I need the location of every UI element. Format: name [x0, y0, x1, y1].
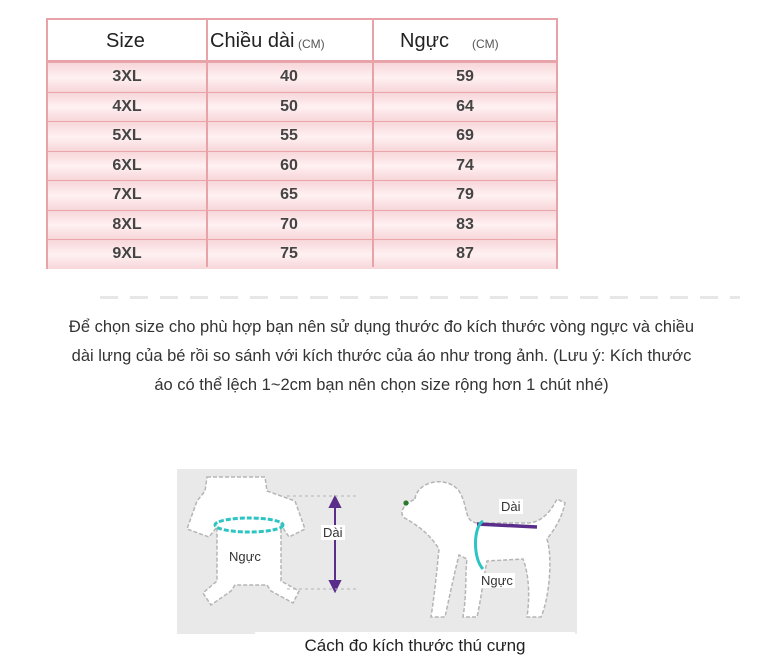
chest-cell: 69 [456, 127, 474, 144]
chest-cell: 79 [456, 186, 474, 203]
header-length: Chiều dài [210, 30, 295, 52]
size-cell: 9XL [112, 245, 142, 262]
table-row [48, 121, 556, 151]
diagram-caption: Cách đo kích thước thú cưng [255, 632, 575, 660]
chest-cell: 64 [456, 97, 474, 115]
length-cell: 50 [280, 97, 298, 115]
header-chest-unit: (CM) [472, 37, 499, 51]
faint-divider [100, 296, 740, 299]
instruction-line-1: Để chọn size cho phù hợp bạn nên sử dụng thước đo kích thước vòng ngực và chiều [68, 318, 695, 336]
table-row [48, 180, 556, 210]
length-cell: 60 [280, 156, 298, 174]
size-chart-table [46, 18, 558, 269]
size-cell: 4XL [112, 97, 142, 115]
dog-icon [402, 482, 565, 617]
table-row [48, 92, 556, 122]
length-cell: 40 [280, 68, 298, 85]
shirt-length-arrow [330, 497, 340, 591]
header-size: Size [106, 30, 145, 52]
table-row [48, 239, 556, 269]
column-divider [372, 20, 374, 267]
chest-cell: 87 [456, 245, 474, 262]
size-cell: 7XL [112, 186, 142, 203]
chest-cell: 74 [456, 156, 474, 174]
measurement-diagram [177, 469, 577, 634]
table-row [48, 210, 556, 240]
header-length-unit: (CM) [298, 37, 325, 51]
table-header [48, 20, 556, 62]
table-row [48, 151, 556, 181]
size-cell: 3XL [112, 68, 142, 85]
chest-cell: 59 [456, 68, 474, 85]
length-cell: 65 [280, 186, 298, 203]
chest-cell: 83 [456, 215, 474, 233]
shirt-chest-label: Ngực [229, 549, 261, 564]
column-divider [206, 20, 208, 267]
size-cell: 5XL [112, 127, 142, 144]
size-cell: 6XL [112, 156, 142, 174]
header-chest: Ngực [400, 30, 449, 52]
length-cell: 55 [280, 127, 298, 144]
length-cell: 70 [280, 215, 298, 233]
instruction-line-3: áo có thể lệch 1~2cm bạn nên chọn size rộng hơn 1 chút nhé) [154, 376, 609, 394]
dog-nose [403, 500, 408, 505]
shirt-length-label: Dài [323, 525, 343, 540]
dog-length-label: Dài [501, 499, 521, 514]
instruction-line-2: dài lưng của bé rồi so sánh với kích thước của áo như trong ảnh. (Lưu ý: Kích thước [71, 347, 692, 365]
length-cell: 75 [280, 245, 298, 262]
table-row [48, 62, 556, 92]
size-cell: 8XL [112, 215, 142, 233]
dog-chest-label: Ngực [481, 573, 513, 588]
